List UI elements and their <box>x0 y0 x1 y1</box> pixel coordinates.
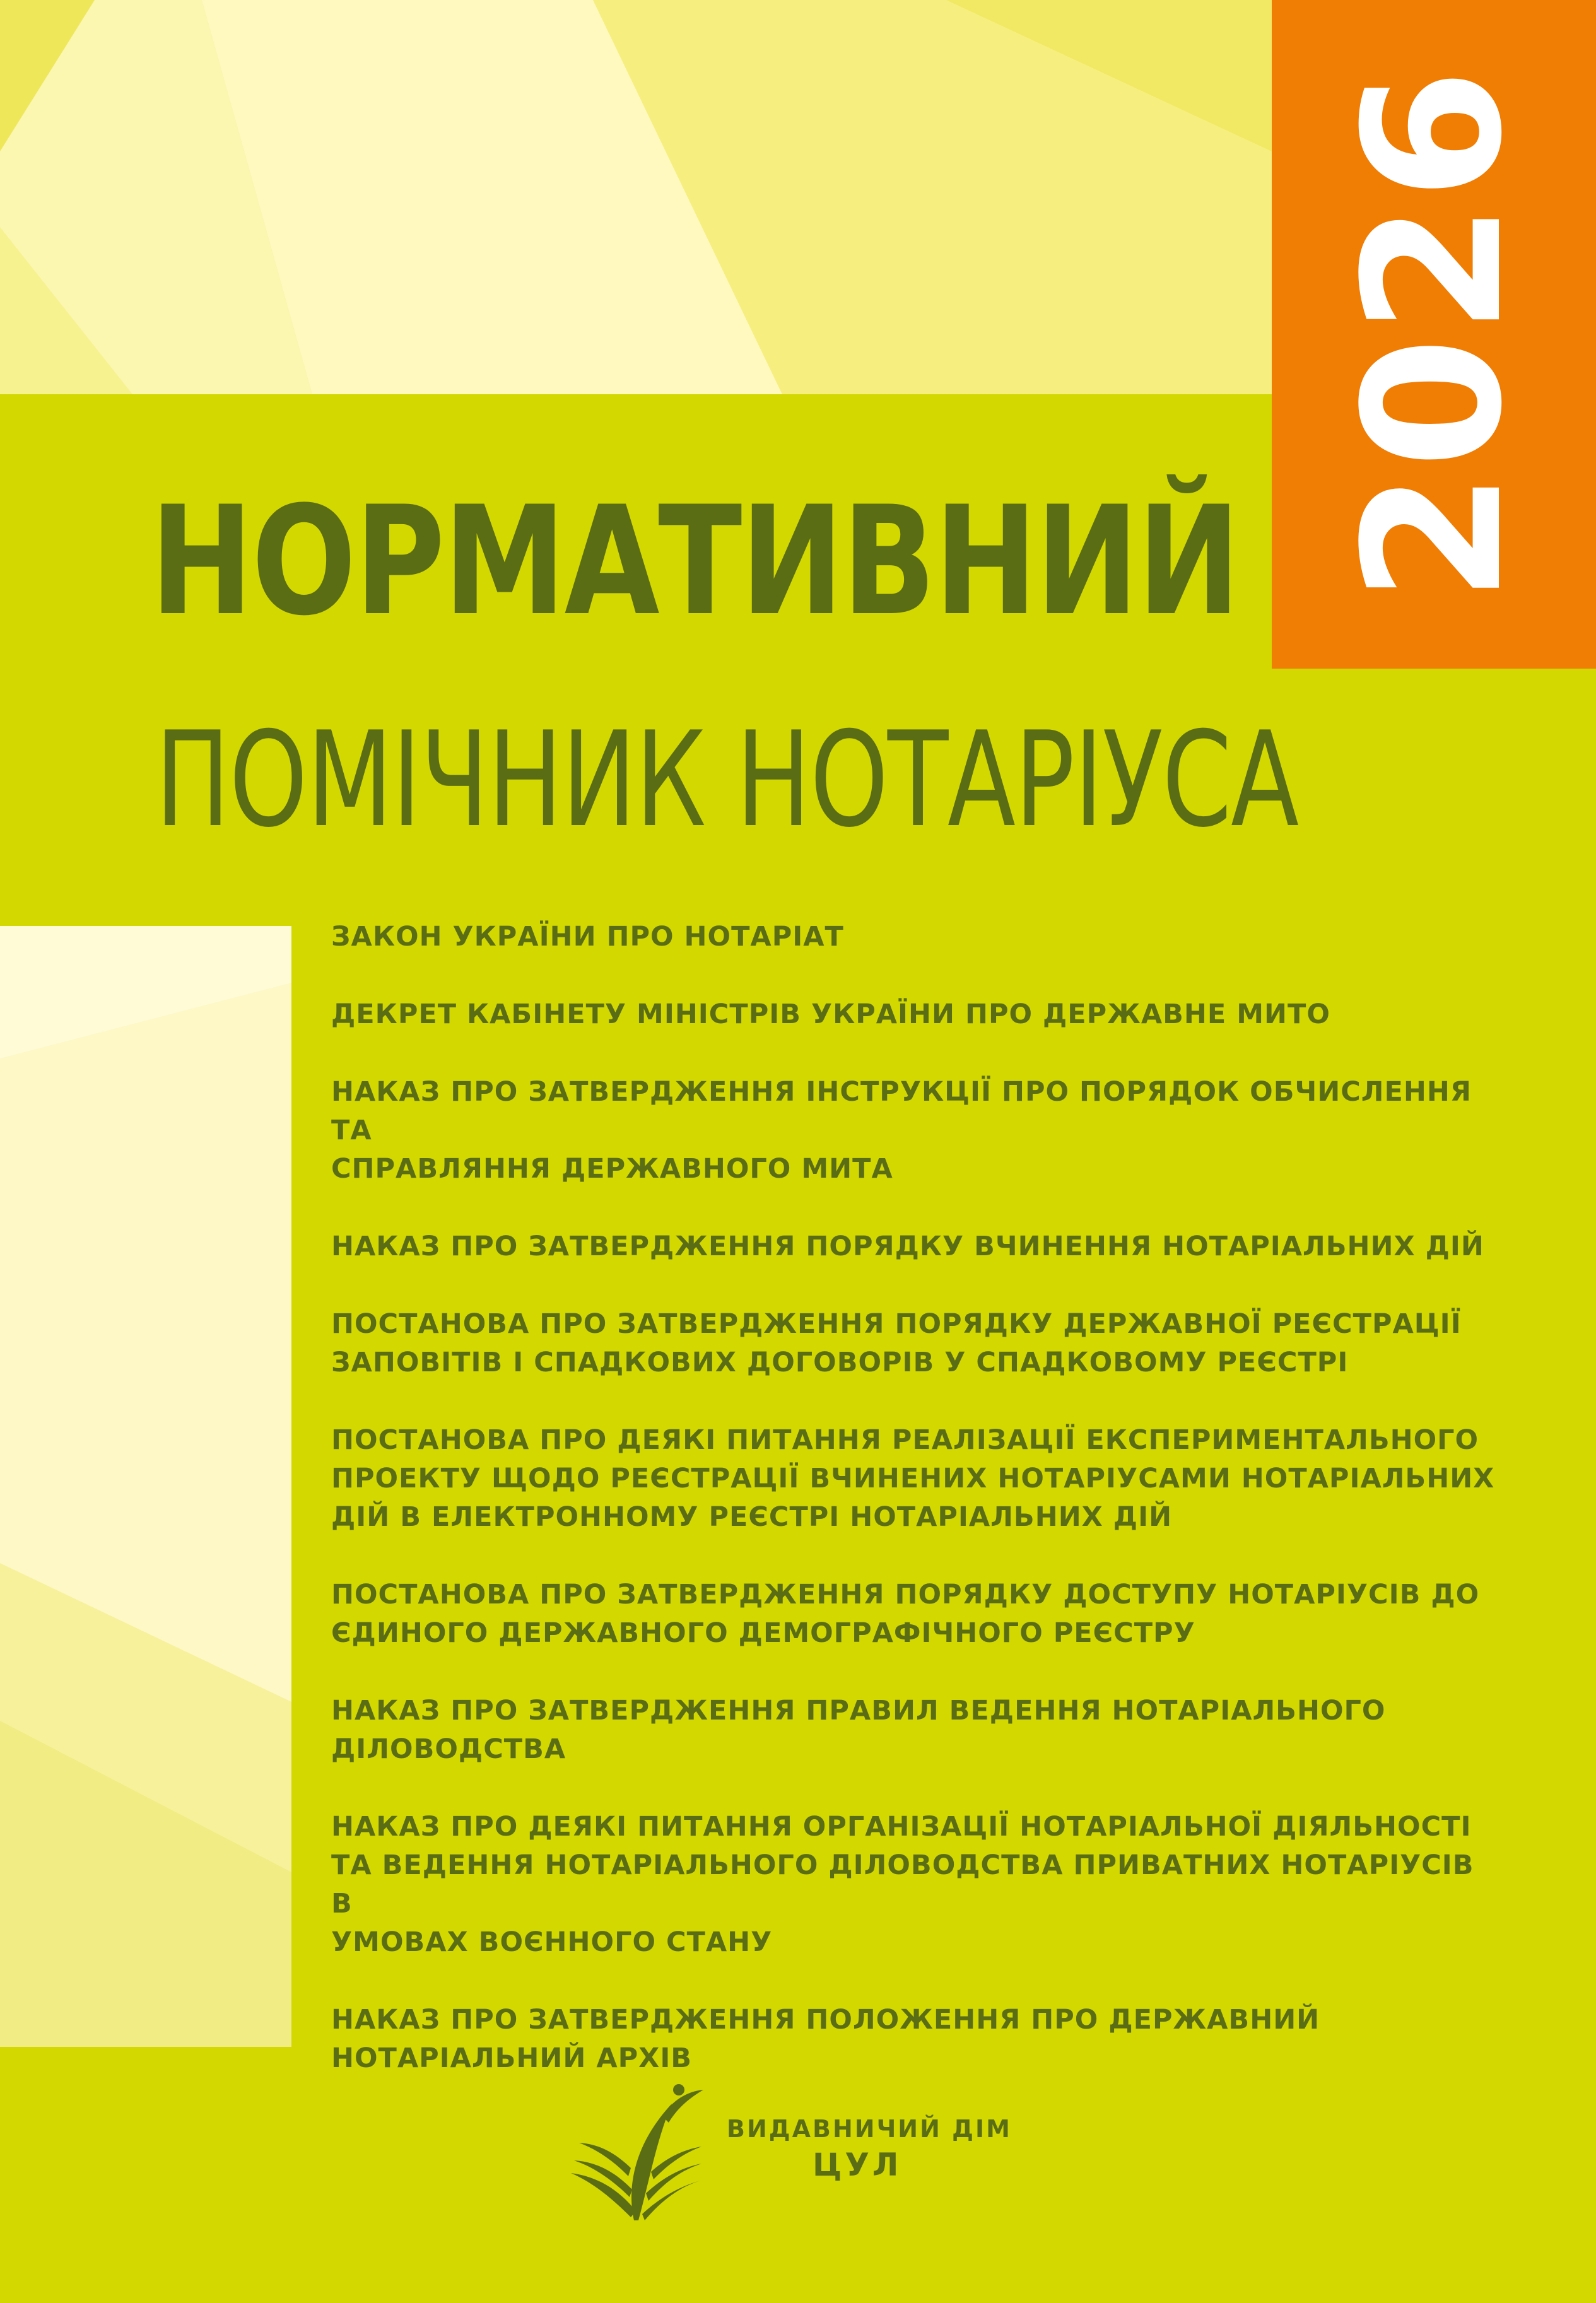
contents-item: ПОСТАНОВА ПРО ЗАТВЕРДЖЕННЯ ПОРЯДКУ ДОСТУПУ НОТАРІУСІВ ДО ЄДИНОГО ДЕРЖАВНОГО ДЕМОГРАФІЧНОГО РЕЄСТРУ <box>331 1579 1480 1649</box>
contents-item: ЗАКОН УКРАЇНИ ПРО НОТАРІАТ <box>331 921 844 952</box>
light-side-panel <box>0 926 291 2047</box>
contents-item: НАКАЗ ПРО ЗАТВЕРДЖЕННЯ ПОРЯДКУ ВЧИНЕННЯ НОТАРІАЛЬНИХ ДІЙ <box>331 1231 1484 1262</box>
title-line-1: НОРМАТИВНИЙ <box>150 474 1239 649</box>
year-label: 2026 <box>1323 66 1544 603</box>
contents-list <box>331 918 1498 2117</box>
title-line-2: ПОМІЧНИК НОТАРІУСА <box>155 704 1298 857</box>
contents-item: ПОСТАНОВА ПРО ДЕЯКІ ПИТАННЯ РЕАЛІЗАЦІЇ ЕКСПЕРИМЕНТАЛЬНОГО ПРОЕКТУ ЩОДО РЕЄСТРАЦІЇ ВЧИНЕНИХ НОТАРІУСАМИ НОТАРІАЛЬНИХ ДІЙ В ЕЛЕКТРОННОМУ РЕЄСТРІ НОТАРІАЛЬНИХ ДІЙ <box>331 1424 1495 1533</box>
publisher-name-line1: ВИДАВНИЧИЙ ДІМ <box>727 2115 1012 2143</box>
publisher-block <box>568 2072 1072 2230</box>
contents-item: ДЕКРЕТ КАБІНЕТУ МІНІСТРІВ УКРАЇНИ ПРО ДЕРЖАВНЕ МИТО <box>331 999 1330 1030</box>
contents-item: НАКАЗ ПРО ЗАТВЕРДЖЕННЯ ІНСТРУКЦІЇ ПРО ПОРЯДОК ОБЧИСЛЕННЯ ТА СПРАВЛЯННЯ ДЕРЖАВНОГО МИТА <box>331 1076 1472 1185</box>
contents-item: НАКАЗ ПРО ЗАТВЕРДЖЕННЯ ПОЛОЖЕННЯ ПРО ДЕРЖАВНИЙ НОТАРІАЛЬНИЙ АРХІВ <box>331 2004 1320 2074</box>
year-tab <box>1272 0 1596 669</box>
publisher-logo-icon <box>568 2072 707 2230</box>
contents-item: НАКАЗ ПРО ДЕЯКІ ПИТАННЯ ОРГАНІЗАЦІЇ НОТАРІАЛЬНОЇ ДІЯЛЬНОСТІ ТА ВЕДЕННЯ НОТАРІАЛЬНОГО ДІЛОВОДСТВА ПРИВАТНИХ НОТАРІУСІВ В УМОВАХ ВОЄННОГО СТАНУ <box>331 1811 1474 1958</box>
publisher-name-line2: ЦУЛ <box>813 2147 902 2183</box>
side-panel-graphic <box>0 926 291 2047</box>
contents-item: ПОСТАНОВА ПРО ЗАТВЕРДЖЕННЯ ПОРЯДКУ ДЕРЖАВНОЇ РЕЄСТРАЦІЇ ЗАПОВІТІВ І СПАДКОВИХ ДОГОВОРІВ У СПАДКОВОМУ РЕЄСТРІ <box>331 1308 1462 1378</box>
contents-item: НАКАЗ ПРО ЗАТВЕРДЖЕННЯ ПРАВИЛ ВЕДЕННЯ НОТАРІАЛЬНОГО ДІЛОВОДСТВА <box>331 1695 1386 1765</box>
